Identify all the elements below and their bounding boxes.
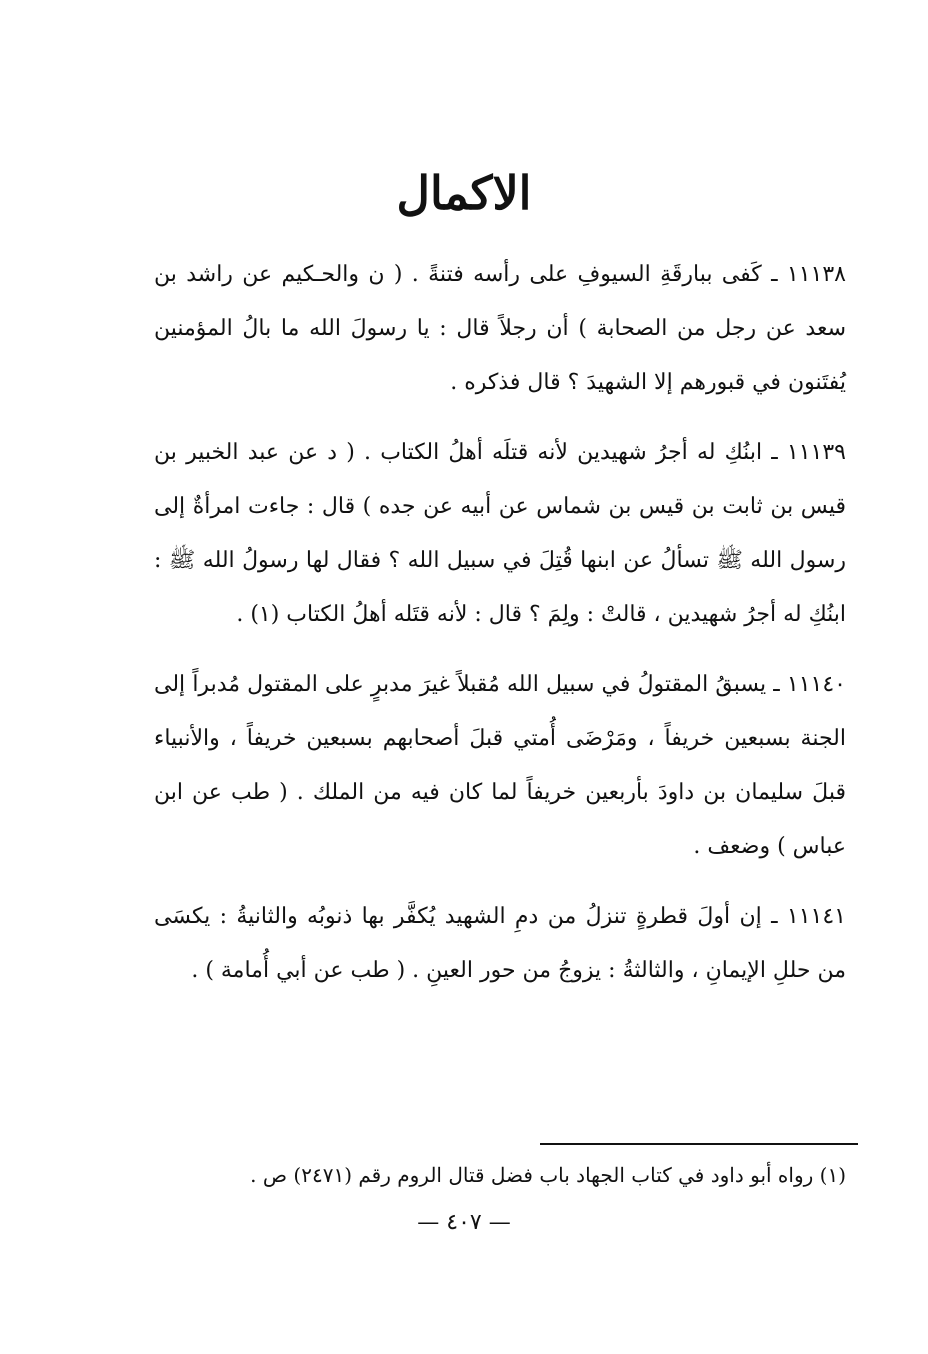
entry-text: إن أولَ قطرةٍ تنزلُ من دمِ الشهيد يُكفَّر بها ذنوبُه والثانيةُ : يكسَى من حللِ الإيمانِ ، والثالثةُ : يزوجُ من حور العينِ . ( طب عن أبي أُمامة ) . xyxy=(154,904,846,983)
hadith-entry: ١١١٤١ ـ إن أولَ قطرةٍ تنزلُ من دمِ الشهيد يُكفَّر بها ذنوبُه والثانيةُ : يكسَى من حللِ الإيمانِ ، والثالثةُ : يزوجُ من حور العينِ . ( طب عن أبي أُمامة ) . xyxy=(154,904,846,983)
entry-number: ١١١٤٠ xyxy=(786,672,846,697)
page-title: الاكمال xyxy=(396,166,532,220)
entry-text: ابنُكِ له أجرُ شهيدين لأنه قتلَه أهلُ الكتاب . ( د عن عبد الخبير بن قيس بن ثابت بن قيس بن شماس عن أبيه عن جده ) قال : جاءت امرأةٌ إلى رسول الله ﷺ تسألُ عن ابنها قُتِلَ في سبيل الله ؟ فقال لها رسولُ الله ﷺ : ابنُكِ له أجرُ شهيدين ، قالتْ : ولِمَ ؟ قال : لأنه قتَله أهلُ الكتاب (١) . xyxy=(154,440,846,627)
entry-number: ١١١٣٩ xyxy=(786,440,846,465)
hadith-entry: ١١١٣٨ ـ كَفى ببارقَةِ السيوفِ على رأسه فتنةً . ( ن والحـكيم عن راشد بن سعد عن رجل من الصحابة ) أن رجلاً قال : يا رسولَ الله ما بالُ المؤمنين يُفتَنون في قبورهم إلا الشهيدَ ؟ قال فذكره . xyxy=(154,262,846,395)
page-number: — ٤٠٧ — xyxy=(417,1210,511,1235)
footnote: (١) رواه أبو داود في كتاب الجهاد باب فضل قتال الروم رقم (٢٤٧١) ص . xyxy=(250,1163,846,1187)
entry-text: كَفى ببارقَةِ السيوفِ على رأسه فتنةً . ( ن والحـكيم عن راشد بن سعد عن رجل من الصحابة ) أن رجلاً قال : يا رسولَ الله ما بالُ المؤمنين يُفتَنون في قبورهم إلا الشهيدَ ؟ قال فذكره . xyxy=(154,262,846,395)
entry-number: ١١١٤١ xyxy=(786,904,846,929)
footnote-divider xyxy=(540,1143,858,1145)
hadith-entry: ١١١٣٩ ـ ابنُكِ له أجرُ شهيدين لأنه قتلَه أهلُ الكتاب . ( د عن عبد الخبير بن قيس بن ثابت بن قيس بن شماس عن أبيه عن جده ) قال : جاءت امرأةٌ إلى رسول الله ﷺ تسألُ عن ابنها قُتِلَ في سبيل الله ؟ فقال لها رسولُ الله ﷺ : ابنُكِ له أجرُ شهيدين ، قالتْ : ولِمَ ؟ قال : لأنه قتَله أهلُ الكتاب (١) . xyxy=(154,440,846,627)
entry-number: ١١١٣٨ xyxy=(786,262,846,287)
entry-text: يسبقُ المقتولُ في سبيل الله مُقبلاً غيرَ مدبرٍ على المقتول مُدبراً إلى الجنة بسبعين خريفاً ، ومَرْضَى أُمتي قبلَ أصحابهم بسبعين خريفاً ، والأنبياء قبلَ سليمان بن داودَ بأربعين خريفاً لما كان فيه من الملك . ( طب عن ابن عباس ) وضعف . xyxy=(154,672,846,859)
page-body xyxy=(154,248,846,1014)
hadith-entry: ١١١٤٠ ـ يسبقُ المقتولُ في سبيل الله مُقبلاً غيرَ مدبرٍ على المقتول مُدبراً إلى الجنة بسبعين خريفاً ، ومَرْضَى أُمتي قبلَ أصحابهم بسبعين خريفاً ، والأنبياء قبلَ سليمان بن داودَ بأربعين خريفاً لما كان فيه من الملك . ( طب عن ابن عباس ) وضعف . xyxy=(154,672,846,859)
